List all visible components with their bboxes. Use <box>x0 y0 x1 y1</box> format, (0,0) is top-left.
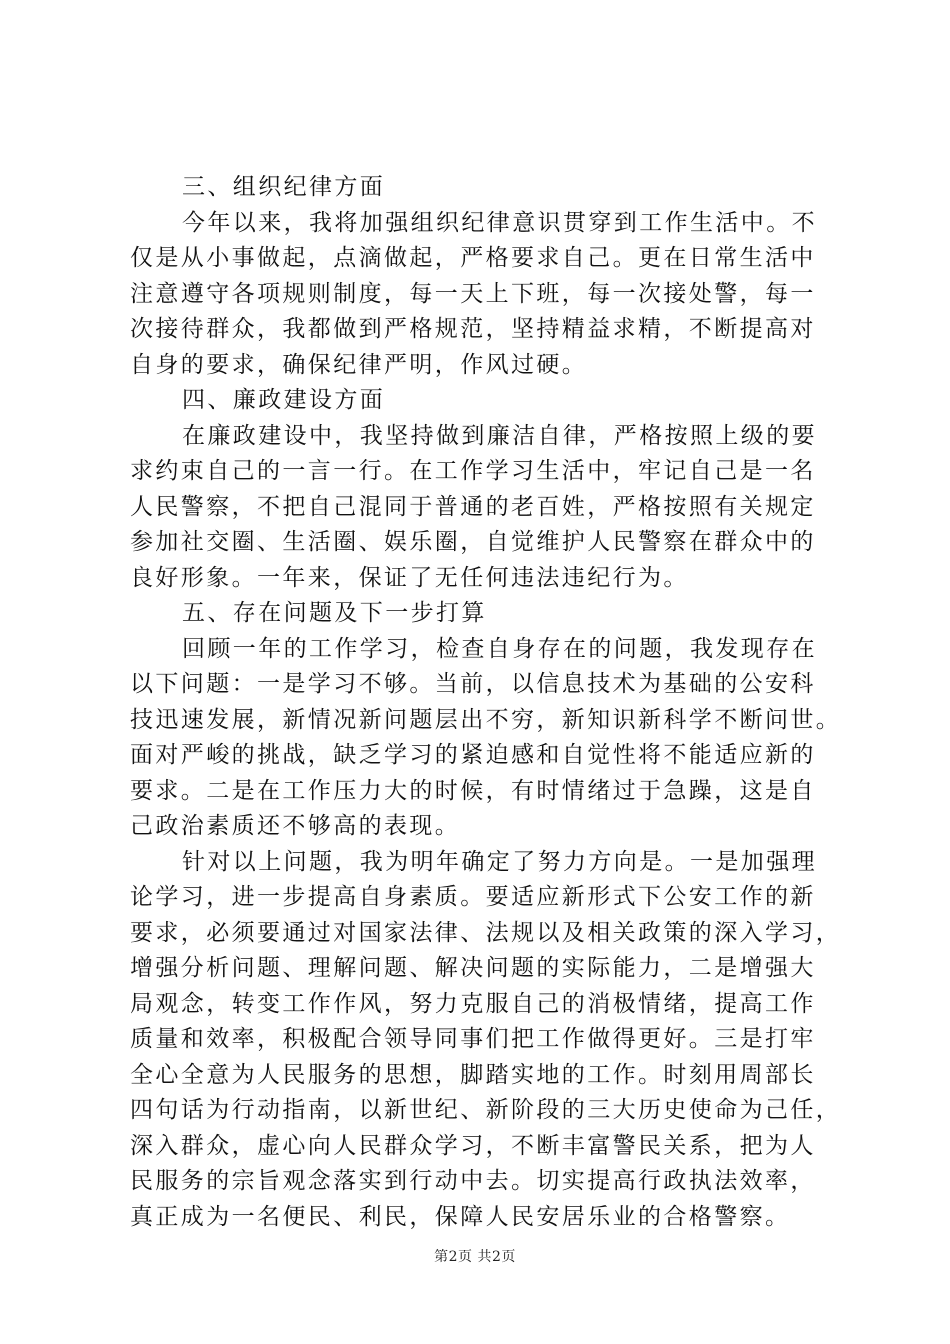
text-line: 全心全意为人民服务的思想，脚踏实地的工作。时刻用周部长 <box>130 1061 816 1088</box>
text-line: 良好形象。一年来，保证了无任何违法违纪行为。 <box>130 564 689 591</box>
text-line: 面对严峻的挑战，缺乏学习的紧迫感和自觉性将不能适应新的 <box>130 742 816 768</box>
text-line: 质量和效率，积极配合领导同事们把工作做得更好。三是打牢 <box>130 1026 816 1052</box>
text-line: 五、存在问题及下一步打算 <box>182 600 487 626</box>
text-line: 以下问题：一是学习不够。当前，以信息技术为基础的公安科 <box>130 671 816 697</box>
document-body <box>130 170 850 1235</box>
text-line: 四、廉政建设方面 <box>182 387 386 413</box>
text-line: 在廉政建设中，我坚持做到廉洁自律，严格按照上级的要 <box>182 422 817 449</box>
text-line: 次接待群众，我都做到严格规范，坚持精益求精，不断提高对 <box>130 316 816 342</box>
text-line: 注意遵守各项规则制度，每一天上下班，每一次接处警，每一 <box>130 280 816 307</box>
text-line: 真正成为一名便民、利民，保障人民安居乐业的合格警察。 <box>130 1203 791 1230</box>
text-line: 回顾一年的工作学习，检查自身存在的问题，我发现存在 <box>182 635 817 662</box>
text-line: 深入群众，虚心向人民群众学习，不断丰富警民关系，把为人 <box>130 1132 816 1159</box>
text-line: 己政治素质还不够高的表现。 <box>130 813 461 839</box>
text-line: 增强分析问题、理解问题、解决问题的实际能力，二是增强大 <box>130 955 816 981</box>
text-line: 参加社交圈、生活圈、娱乐圈，自觉维护人民警察在群众中的 <box>130 529 816 555</box>
text-line: 针对以上问题，我为明年确定了努力方向是。一是加强理 <box>182 848 817 875</box>
text-line: 求约束自己的一言一行。在工作学习生活中，牢记自己是一名 <box>130 458 816 484</box>
text-line: 要求。二是在工作压力大的时候，有时情绪过于急躁，这是自 <box>130 777 816 804</box>
page-footer: 第2页 共2页 <box>434 1249 516 1265</box>
text-line: 三、组织纪律方面 <box>182 174 386 200</box>
text-line: 局观念，转变工作作风，努力克服自己的消极情绪，提高工作 <box>130 990 816 1017</box>
text-line: 今年以来，我将加强组织纪律意识贯穿到工作生活中。不 <box>182 209 817 236</box>
text-line: 民服务的宗旨观念落实到行动中去。切实提高行政执法效率， <box>130 1168 816 1194</box>
text-line: 四句话为行动指南，以新世纪、新阶段的三大历史使命为己任， <box>130 1097 842 1123</box>
text-line: 要求，必须要通过对国家法律、法规以及相关政策的深入学习， <box>130 919 842 946</box>
text-line: 人民警察，不把自己混同于普通的老百姓，严格按照有关规定 <box>130 493 816 520</box>
text-line: 技迅速发展，新情况新问题层出不穷，新知识新科学不断问世。 <box>130 706 842 733</box>
text-line: 自身的要求，确保纪律严明，作风过硬。 <box>130 351 588 378</box>
text-line: 仅是从小事做起，点滴做起，严格要求自己。更在日常生活中 <box>130 245 816 271</box>
text-line: 论学习，进一步提高自身素质。要适应新形式下公安工作的新 <box>130 884 816 910</box>
